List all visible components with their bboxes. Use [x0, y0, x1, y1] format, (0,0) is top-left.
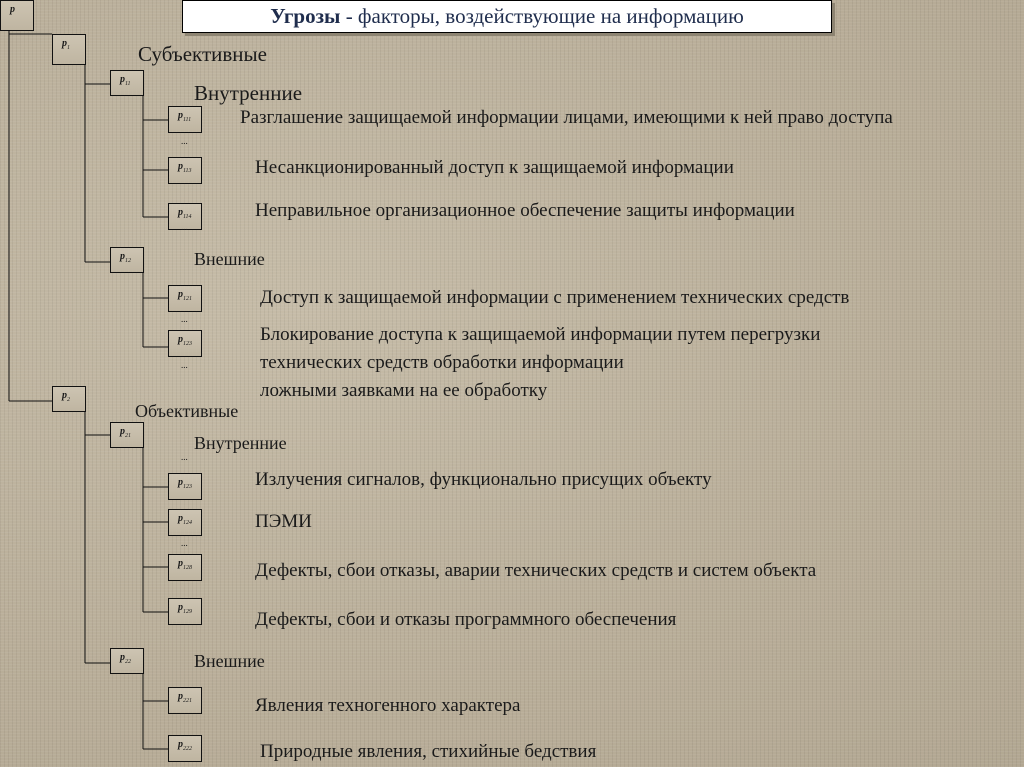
threat-item: Явления техногенного характера [255, 695, 521, 716]
threat-item [260, 321, 820, 405]
node-symbol: р [178, 289, 183, 300]
node-symbol: р [178, 739, 183, 750]
node-index: 1 [67, 45, 70, 51]
node-p123b [168, 473, 202, 500]
label-internal-2: Внутренние [194, 433, 287, 453]
threat-text-line: технических средств обработки информации [260, 352, 624, 373]
threat-item: Излучения сигналов, функционально присущих объекту [255, 469, 712, 490]
threat-item: Природные явления, стихийные бедствия [260, 741, 597, 762]
node-symbol: р [62, 390, 67, 401]
title-box [182, 0, 832, 33]
threat-item: Несанкционированный доступ к защищаемой информации [255, 157, 734, 178]
node-p22 [110, 648, 144, 674]
node-p21 [110, 422, 144, 448]
threat-item: Доступ к защищаемой информации с применением технических средств [260, 287, 850, 308]
node-symbol: р [178, 558, 183, 569]
node-symbol: р [120, 251, 125, 262]
node-index: 11 [125, 81, 131, 87]
node-index: 114 [183, 214, 192, 220]
node-p129 [168, 598, 202, 625]
node-p12 [110, 247, 144, 273]
node-p11 [110, 70, 144, 96]
node-p1 [52, 34, 86, 65]
node-symbol: р [62, 38, 67, 49]
ellipsis: ... [181, 452, 188, 462]
node-symbol: р [178, 513, 183, 524]
node-symbol: р [178, 334, 183, 345]
node-symbol: р [178, 691, 183, 702]
ellipsis: ... [181, 360, 188, 370]
label-subjective: Субъективные [138, 42, 267, 66]
node-symbol: р [178, 477, 183, 488]
label-objective: Объективные [135, 401, 239, 421]
threat-item: Дефекты, сбои отказы, аварии технических средств и систем объекта [255, 560, 817, 581]
title-rest: - факторы, воздействующие на информацию [340, 4, 744, 28]
ellipsis: ... [181, 136, 188, 146]
node-symbol: р [178, 207, 183, 218]
node-index: 124 [183, 520, 192, 526]
node-root [0, 0, 34, 31]
node-symbol: р [120, 74, 125, 85]
node-index: 123 [183, 484, 192, 490]
node-p123 [168, 330, 202, 357]
node-symbol: р [120, 652, 125, 663]
node-p2 [52, 386, 86, 412]
label-internal-1: Внутренние [194, 81, 303, 105]
label-external-2: Внешние [194, 651, 265, 671]
node-symbol: р [120, 426, 125, 437]
node-index: 221 [183, 698, 192, 704]
node-p111 [168, 106, 202, 133]
node-index: 22 [125, 659, 131, 665]
node-symbol: р [10, 4, 15, 15]
ellipsis: ... [181, 538, 188, 548]
threat-text-line: ложными заявками на ее обработку [260, 380, 548, 401]
node-index: 129 [183, 609, 192, 615]
node-p222 [168, 735, 202, 762]
ellipsis: ... [181, 314, 188, 324]
ellipsis: ... [181, 222, 188, 232]
node-index: 21 [125, 433, 131, 439]
threat-item: ПЭМИ [255, 511, 312, 532]
node-index: 121 [183, 296, 192, 302]
node-symbol: р [178, 602, 183, 613]
threat-item: Неправильное организационное обеспечение защиты информации [255, 200, 795, 221]
node-index: 2 [67, 397, 70, 403]
node-symbol: р [178, 110, 183, 121]
node-p128 [168, 554, 202, 581]
node-index: 111 [183, 117, 192, 123]
threat-text: Разглашение защищаемой информации лицами, имеющими к ней право доступа [240, 107, 893, 128]
node-index: 113 [183, 168, 192, 174]
node-p121 [168, 285, 202, 312]
threat-text-line: Блокирование доступа к защищаемой информации путем перегрузки [260, 324, 821, 345]
label-external-1: Внешние [194, 249, 265, 269]
node-index: 128 [183, 565, 192, 571]
node-index: 12 [125, 258, 131, 264]
title-bold: Угрозы [270, 4, 341, 28]
node-p113 [168, 157, 202, 184]
threat-item [240, 104, 960, 132]
node-p124 [168, 509, 202, 536]
node-p221 [168, 687, 202, 714]
node-index: 222 [183, 746, 192, 752]
node-symbol: р [178, 161, 183, 172]
threat-item: Дефекты, сбои и отказы программного обеспечения [255, 609, 677, 630]
node-index: 123 [183, 341, 192, 347]
